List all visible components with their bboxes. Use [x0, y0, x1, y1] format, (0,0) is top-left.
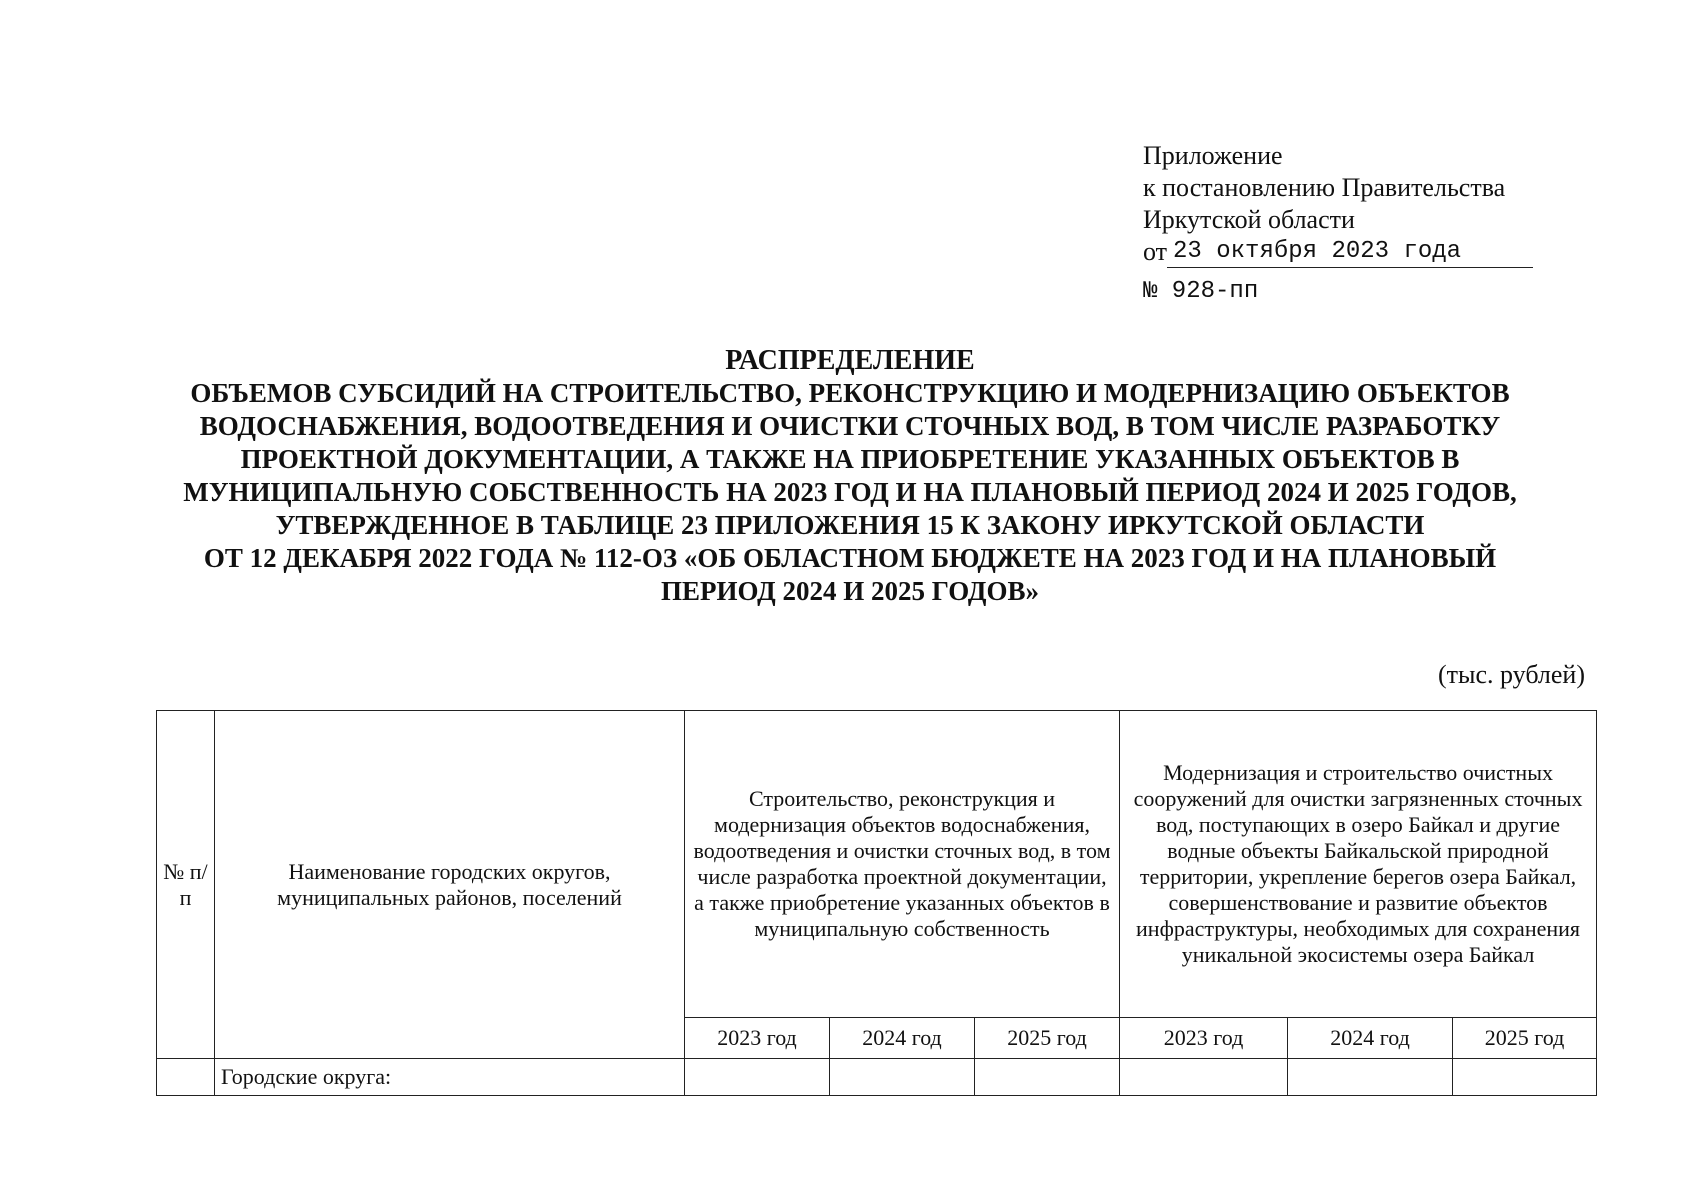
title-line: МУНИЦИПАЛЬНУЮ СОБСТВЕННОСТЬ НА 2023 ГОД И НА ПЛАНОВЫЙ ПЕРИОД 2024 И 2025 ГОДОВ, — [183, 477, 1517, 507]
row-name-cell: Городские округа: — [215, 1059, 685, 1096]
value-cell — [685, 1059, 830, 1096]
title-line: ВОДОСНАБЖЕНИЯ, ВОДООТВЕДЕНИЯ И ОЧИСТКИ СТОЧНЫХ ВОД, В ТОМ ЧИСЛЕ РАЗРАБОТКУ — [199, 411, 1501, 441]
year-header: 2023 год — [685, 1018, 830, 1059]
year-header: 2024 год — [1288, 1018, 1453, 1059]
group-construction-header: Строительство, реконструкция и модернизация объектов водоснабжения, водоотведения и очистки сточных вод, в том числе разработка проектной документации, а также приобретение указанных объектов в муниципальную собственность — [685, 711, 1120, 1018]
distribution-table — [156, 710, 1597, 1096]
value-cell — [1453, 1059, 1597, 1096]
value-cell — [1120, 1059, 1288, 1096]
year-header: 2023 год — [1120, 1018, 1288, 1059]
value-cell — [830, 1059, 975, 1096]
title-line: УТВЕРЖДЕННОЕ В ТАБЛИЦЕ 23 ПРИЛОЖЕНИЯ 15 К ЗАКОНУ ИРКУТСКОЙ ОБЛАСТИ — [275, 510, 1425, 540]
units-label: (тыс. рублей) — [1437, 660, 1585, 689]
table-row — [157, 1059, 1597, 1096]
value-cell — [975, 1059, 1120, 1096]
title-line: ПРОЕКТНОЙ ДОКУМЕНТАЦИИ, А ТАКЖЕ НА ПРИОБРЕТЕНИЕ УКАЗАННЫХ ОБЪЕКТОВ В — [240, 444, 1460, 474]
appendix-date-prefix: от — [1143, 237, 1168, 266]
appendix-number: № 928-пп — [1143, 278, 1259, 305]
col-name-header: Наименование городских округов, муниципальных районов, поселений — [215, 711, 685, 1059]
title-line: ОТ 12 ДЕКАБРЯ 2022 ГОДА № 112-ОЗ «ОБ ОБЛАСТНОМ БЮДЖЕТЕ НА 2023 ГОД И НА ПЛАНОВЫЙ — [203, 543, 1497, 573]
appendix-date-line — [1143, 236, 1533, 268]
appendix-resolution-line: к постановлению Правительства — [1143, 173, 1506, 202]
table-header-row — [157, 711, 1597, 1018]
appendix-date: 23 октября 2023 года — [1167, 237, 1533, 268]
title-line: ПЕРИОД 2024 И 2025 ГОДОВ» — [661, 576, 1039, 606]
appendix-title: Приложение — [1143, 141, 1283, 170]
title-line: ОБЪЕМОВ СУБСИДИЙ НА СТРОИТЕЛЬСТВО, РЕКОНСТРУКЦИЮ И МОДЕРНИЗАЦИЮ ОБЪЕКТОВ — [190, 378, 1510, 408]
col-num-header: № п/п — [157, 711, 215, 1059]
appendix-region-line: Иркутской области — [1143, 205, 1355, 234]
title-heading: РАСПРЕДЕЛЕНИЕ — [725, 345, 975, 376]
row-num-cell — [157, 1059, 215, 1096]
year-header: 2025 год — [1453, 1018, 1597, 1059]
year-header: 2024 год — [830, 1018, 975, 1059]
value-cell — [1288, 1059, 1453, 1096]
appendix-block — [1143, 140, 1533, 308]
document-title — [120, 344, 1580, 608]
group-baikal-header: Модернизация и строительство очистных сооружений для очистки загрязненных сточных вод, поступающих в озеро Байкал и другие водные объекты Байкальской природной территории, укрепление берегов озера Байкал, совершенствование и развитие объектов инфраструктуры, необходимых для сохранения уникальной экосистемы озера Байкал — [1120, 711, 1597, 1018]
year-header: 2025 год — [975, 1018, 1120, 1059]
